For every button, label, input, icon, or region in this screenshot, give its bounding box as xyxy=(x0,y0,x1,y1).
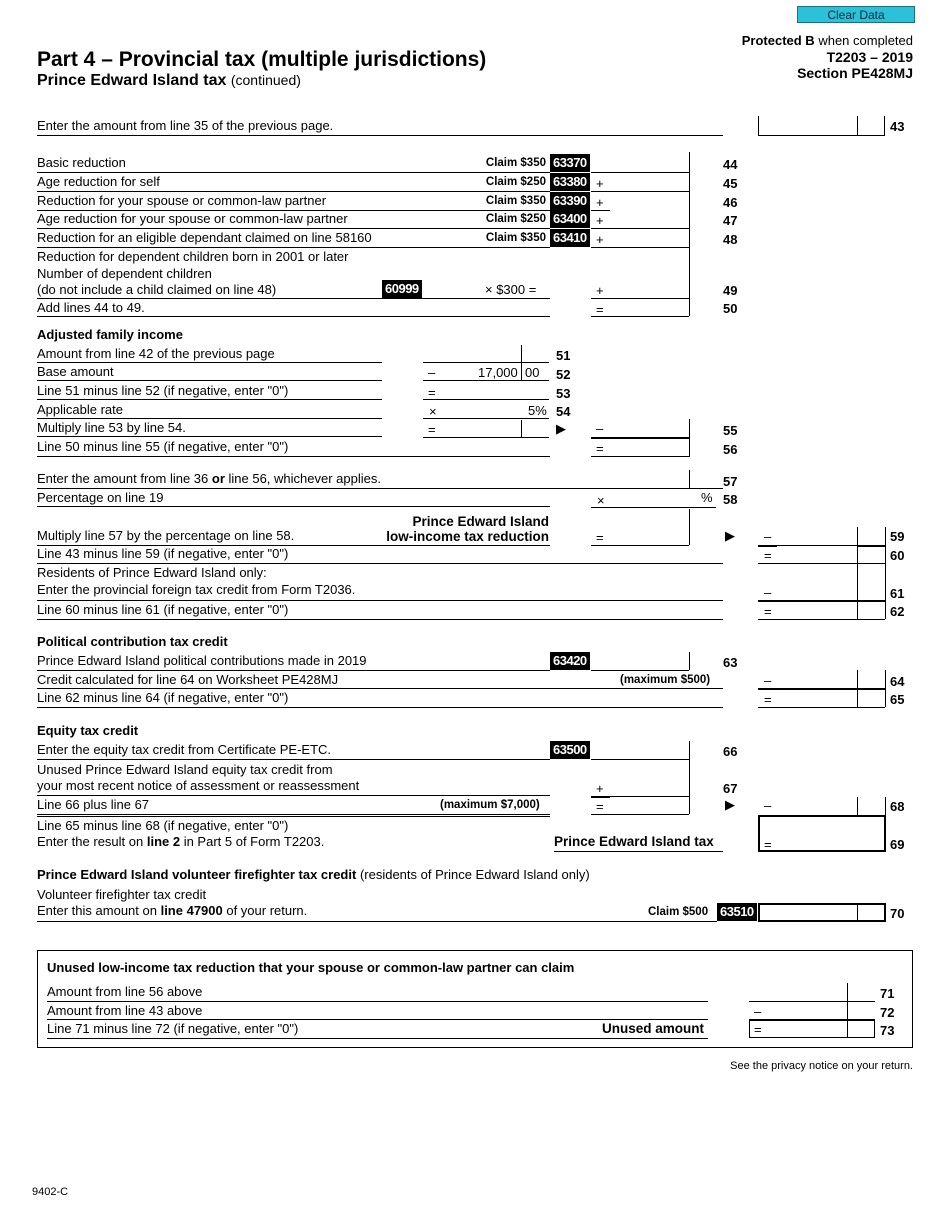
divider xyxy=(37,563,723,564)
line-66-underline xyxy=(591,759,689,760)
line-43-input[interactable] xyxy=(758,116,885,136)
line-65-label: Line 62 minus line 64 (if negative, enter "0") xyxy=(37,690,289,705)
line-52-label: Base amount xyxy=(37,364,114,379)
multiplier-text: × $300 = xyxy=(485,282,537,297)
cents-divider xyxy=(857,116,858,136)
equals-operator: = xyxy=(764,692,772,707)
line-48-number: 48 xyxy=(723,232,738,247)
divider xyxy=(37,506,550,507)
field-code-63370: 63370 xyxy=(550,154,590,172)
claim-note-47: Claim $250 xyxy=(485,213,546,225)
cents-divider xyxy=(521,345,522,381)
line-57-number: 57 xyxy=(723,474,738,489)
reduction-input-46[interactable] xyxy=(610,192,689,210)
reduction-input-45[interactable] xyxy=(610,173,689,191)
line-55-input[interactable] xyxy=(610,419,689,437)
reduction-underline-48 xyxy=(591,247,689,248)
equals-operator: = xyxy=(428,385,436,400)
divider xyxy=(37,456,550,457)
firefighter-text-post: of your return. xyxy=(222,903,308,918)
equals-operator: = xyxy=(596,441,604,456)
reduction-input-47[interactable] xyxy=(610,210,689,228)
line-70-input[interactable] xyxy=(758,903,886,922)
political-contribution-heading: Political contribution tax credit xyxy=(37,634,228,649)
line-58-underline xyxy=(591,507,716,508)
line-59-number: 59 xyxy=(890,529,905,544)
line-53-number: 53 xyxy=(556,386,571,401)
firefighter-text-2 xyxy=(37,903,307,918)
line-67-text-2: your most recent notice of assessment or reassessment xyxy=(37,778,360,793)
protected-b-label xyxy=(742,33,913,48)
privacy-notice: See the privacy notice on your return. xyxy=(730,1060,913,1072)
equals-operator: = xyxy=(764,548,772,563)
line-60-underline xyxy=(758,563,885,564)
base-amount-dollars: 17,000 xyxy=(478,365,518,380)
divider xyxy=(37,707,723,708)
line-63-label: Prince Edward Island political contributions made in 2019 xyxy=(37,653,367,668)
line-63-underline xyxy=(591,670,689,671)
arrow-icon: ▶ xyxy=(725,528,735,543)
line-54-number: 54 xyxy=(556,404,571,419)
line-65-input[interactable] xyxy=(777,690,857,707)
divider xyxy=(37,135,723,136)
cents-divider xyxy=(847,983,848,1038)
line-45-number: 45 xyxy=(723,176,738,191)
equals-operator: = xyxy=(596,302,604,317)
pei-tax-title: Prince Edward Island tax xyxy=(554,834,714,849)
divider xyxy=(37,399,382,400)
line-49-text-2: Number of dependent children xyxy=(37,266,212,281)
line-64-number: 64 xyxy=(890,674,905,689)
afi-line xyxy=(423,437,549,438)
divider xyxy=(37,921,717,922)
line-57-text-post: line 56, whichever applies. xyxy=(224,471,381,486)
line-50-underline xyxy=(591,316,689,317)
firefighter-heading-rest: (residents of Prince Edward Island only) xyxy=(359,867,590,882)
line-49-number: 49 xyxy=(723,283,738,298)
cents-divider xyxy=(857,903,858,922)
line-55-calc-input[interactable] xyxy=(440,420,520,437)
form-code: 9402-C xyxy=(32,1186,69,1198)
line-63-number: 63 xyxy=(723,655,738,670)
divider xyxy=(37,172,550,173)
line-58-label: Percentage on line 19 xyxy=(37,490,164,505)
firefighter-claim-note: Claim $500 xyxy=(648,906,709,918)
line-62-number: 62 xyxy=(890,604,905,619)
reduction-label-45: Age reduction for self xyxy=(37,174,160,189)
line-62-underline xyxy=(758,619,885,620)
maximum-500-note: (maximum $500) xyxy=(620,674,711,686)
low-income-title-1: Prince Edward Island xyxy=(412,514,549,529)
afi-line xyxy=(423,362,549,363)
line-47-number: 47 xyxy=(723,213,738,228)
right-border xyxy=(885,527,886,619)
maximum-7000-note: (maximum $7,000) xyxy=(440,799,540,811)
line-65-number: 65 xyxy=(890,692,905,707)
line-62-label: Line 60 minus line 61 (if negative, enter "0") xyxy=(37,602,289,617)
line-54-label: Applicable rate xyxy=(37,402,123,417)
divider xyxy=(37,191,550,192)
reduction-label-48: Reduction for an eligible dependant claimed on line 58160 xyxy=(37,230,372,245)
line-55-label: Multiply line 53 by line 54. xyxy=(37,420,186,435)
minus-operator: – xyxy=(764,673,772,688)
claim-note-45: Claim $250 xyxy=(485,176,546,188)
line-65-underline xyxy=(758,707,885,708)
line-71-input[interactable] xyxy=(749,983,875,1001)
reduction-label-44: Basic reduction xyxy=(37,155,126,170)
divider xyxy=(47,1038,708,1039)
line-46-number: 46 xyxy=(723,195,738,210)
line-56-underline xyxy=(591,456,689,457)
line-69-number: 69 xyxy=(890,837,905,852)
line-59-label: Multiply line 57 by the percentage on line 58. xyxy=(37,528,295,543)
claim-note-44: Claim $350 xyxy=(485,157,546,169)
line-68-number: 68 xyxy=(890,799,905,814)
line-69-text-bold: line 2 xyxy=(146,834,181,849)
line-51-label: Amount from line 42 of the previous page xyxy=(37,346,275,361)
afi-line xyxy=(423,418,549,419)
cents-divider xyxy=(857,670,858,707)
line-67-input[interactable] xyxy=(610,778,689,796)
afi-line xyxy=(423,399,549,400)
line-70-number: 70 xyxy=(890,906,905,921)
line-61-text-2: Enter the provincial foreign tax credit from Form T2036. xyxy=(37,582,356,597)
line-51-input[interactable] xyxy=(440,345,520,363)
equals-operator: = xyxy=(754,1022,762,1037)
line-68-calc-underline xyxy=(591,814,689,815)
line-50-label: Add lines 44 to 49. xyxy=(37,300,145,315)
divider xyxy=(37,380,382,381)
line-57-label xyxy=(37,471,381,486)
reduction-label-46: Reduction for your spouse or common-law partner xyxy=(37,193,327,208)
field-code-63420: 63420 xyxy=(550,652,590,670)
low-income-title-2: low-income tax reduction xyxy=(386,529,549,544)
percent-sign: % xyxy=(701,490,713,505)
line-64-label: Credit calculated for line 64 on Worksheet PE428MJ xyxy=(37,672,339,687)
divider xyxy=(554,851,723,852)
divider xyxy=(37,228,550,229)
line-73-number: 73 xyxy=(880,1023,895,1038)
field-code-63390: 63390 xyxy=(550,192,590,210)
line-64-input[interactable] xyxy=(777,670,857,688)
divider xyxy=(37,814,550,815)
page-title: Part 4 – Provincial tax (multiple jurisdictions) xyxy=(37,48,487,71)
subtitle-bold: Prince Edward Island tax xyxy=(37,72,227,89)
line-66-input[interactable] xyxy=(596,741,689,759)
reduction-label-47: Age reduction for your spouse or common-law partner xyxy=(37,211,348,226)
divider xyxy=(47,1001,708,1002)
when-completed-text: when completed xyxy=(818,33,913,48)
line-72-label: Amount from line 43 above xyxy=(47,1003,203,1018)
column-divider xyxy=(689,652,690,670)
right-border xyxy=(885,670,886,707)
line-59-input[interactable] xyxy=(777,527,857,545)
divider xyxy=(37,795,550,796)
line-50-input[interactable] xyxy=(610,299,689,316)
divider xyxy=(37,759,550,760)
page-subtitle xyxy=(37,72,301,90)
equals-operator: = xyxy=(764,604,772,619)
line-73-label: Line 71 minus line 72 (if negative, enter "0") xyxy=(47,1021,299,1036)
divider xyxy=(37,316,550,317)
divider xyxy=(37,670,550,671)
line-49-text-1: Reduction for dependent children born in 2001 or later xyxy=(37,249,349,264)
line-56-label: Line 50 minus line 55 (if negative, enter "0") xyxy=(37,439,289,454)
claim-note-46: Claim $350 xyxy=(485,195,546,207)
line-72-number: 72 xyxy=(880,1005,895,1020)
line-69-text-post: in Part 5 of Form T2203. xyxy=(180,834,325,849)
minus-operator: – xyxy=(428,365,436,380)
equals-operator: = xyxy=(428,422,436,437)
divider xyxy=(47,1019,708,1020)
line-67-text-1: Unused Prince Edward Island equity tax credit from xyxy=(37,762,333,777)
minus-operator: – xyxy=(764,585,772,600)
line-57-input[interactable] xyxy=(610,470,689,488)
line-49-input[interactable] xyxy=(610,280,689,298)
protected-b-text: Protected B xyxy=(741,33,815,48)
column-divider xyxy=(689,470,690,488)
line-68-calc-input[interactable] xyxy=(610,797,689,814)
plus-operator: + xyxy=(596,176,604,191)
line-66-number: 66 xyxy=(723,744,738,759)
line-69-text-2 xyxy=(37,834,324,849)
line-59-underline xyxy=(591,545,689,546)
line-49-text-3: (do not include a child claimed on line 48) xyxy=(37,282,277,297)
divider xyxy=(37,247,550,248)
line-58-number: 58 xyxy=(723,492,738,507)
line-63-input[interactable] xyxy=(596,652,689,670)
column-divider xyxy=(689,152,690,316)
afi-line xyxy=(423,380,549,381)
unused-amount-title: Unused amount xyxy=(602,1021,705,1036)
plus-operator: + xyxy=(596,213,604,228)
plus-operator: + xyxy=(596,232,604,247)
line-68-label: Line 66 plus line 67 xyxy=(37,797,150,812)
line-69-input[interactable] xyxy=(758,815,886,852)
field-code-63410: 63410 xyxy=(550,229,590,247)
line-73-input[interactable] xyxy=(749,1020,875,1038)
claim-note-48: Claim $350 xyxy=(485,232,546,244)
line-56-number: 56 xyxy=(723,442,738,457)
field-code-63400: 63400 xyxy=(550,210,590,228)
applicable-rate: 5% xyxy=(528,403,547,418)
arrow-icon: ▶ xyxy=(556,421,566,436)
cents-divider xyxy=(857,527,858,619)
times-operator: × xyxy=(429,404,437,419)
subtitle-rest: (continued) xyxy=(230,72,301,88)
firefighter-text-1: Volunteer firefighter tax credit xyxy=(37,887,207,902)
firefighter-text-bold: line 47900 xyxy=(160,903,223,918)
divider xyxy=(37,488,723,489)
divider xyxy=(37,619,723,620)
divider xyxy=(37,436,382,437)
line-67-number: 67 xyxy=(723,781,738,796)
line-43-number: 43 xyxy=(890,119,905,134)
divider xyxy=(37,816,550,817)
minus-operator: – xyxy=(764,529,772,544)
line-58-input[interactable] xyxy=(610,490,695,507)
cents-divider xyxy=(857,797,858,815)
column-divider xyxy=(689,741,690,814)
arrow-icon: ▶ xyxy=(725,797,735,812)
reduction-input-44[interactable] xyxy=(610,154,689,172)
unused-reduction-heading: Unused low-income tax reduction that your spouse or common-law partner can claim xyxy=(47,960,575,975)
adjusted-family-income-heading: Adjusted family income xyxy=(37,327,183,342)
line-71-label: Amount from line 56 above xyxy=(47,984,203,999)
times-operator: × xyxy=(597,493,605,508)
line-44-number: 44 xyxy=(723,157,738,172)
line-51-number: 51 xyxy=(556,348,571,363)
column-divider xyxy=(689,509,690,545)
right-border xyxy=(885,797,886,815)
line-61-number: 61 xyxy=(890,586,905,601)
cents-divider xyxy=(521,420,522,437)
line-55-number: 55 xyxy=(723,423,738,438)
line-61-input[interactable] xyxy=(777,582,857,600)
equity-tax-credit-heading: Equity tax credit xyxy=(37,723,139,738)
reduction-input-48[interactable] xyxy=(610,229,689,247)
line-60-input[interactable] xyxy=(777,546,857,563)
line-61-text-1: Residents of Prince Edward Island only: xyxy=(37,565,267,580)
line-60-label: Line 43 minus line 59 (if negative, enter "0") xyxy=(37,546,289,561)
line-53-input[interactable] xyxy=(440,383,520,399)
line-57-text-bold: or xyxy=(211,471,225,486)
minus-operator: – xyxy=(764,798,772,813)
plus-operator: + xyxy=(596,283,604,298)
line-52-number: 52 xyxy=(556,367,571,382)
divider xyxy=(37,600,723,601)
line-53-label: Line 51 minus line 52 (if negative, enter "0") xyxy=(37,383,289,398)
divider xyxy=(37,298,550,299)
line-69-text-1: Line 65 minus line 68 (if negative, enter "0") xyxy=(37,818,289,833)
equals-operator: = xyxy=(764,837,772,852)
line-71-number: 71 xyxy=(880,986,895,1001)
plus-operator: + xyxy=(596,781,604,796)
firefighter-text-pre: Enter this amount on xyxy=(37,903,161,918)
dependent-children-count-input[interactable] xyxy=(426,280,476,298)
line-50-number: 50 xyxy=(723,301,738,316)
field-code-63500: 63500 xyxy=(550,741,590,759)
equals-operator: = xyxy=(596,799,604,814)
clear-data-button[interactable]: Clear Data xyxy=(797,6,915,23)
divider xyxy=(37,418,382,419)
line-68-input[interactable] xyxy=(777,797,857,815)
divider xyxy=(37,362,382,363)
field-code-63380: 63380 xyxy=(550,173,590,191)
equals-operator: = xyxy=(596,530,604,545)
form-id: T2203 – 2019 xyxy=(826,49,913,65)
line-66-label: Enter the equity tax credit from Certificate PE-ETC. xyxy=(37,742,332,757)
firefighter-heading-bold: Prince Edward Island volunteer firefighter tax credit xyxy=(37,867,357,882)
base-amount-cents: 00 xyxy=(525,365,540,380)
divider xyxy=(37,688,723,689)
minus-operator: – xyxy=(596,421,604,436)
line-69-text-pre: Enter the result on xyxy=(37,834,147,849)
minus-operator: – xyxy=(754,1004,762,1019)
column-divider xyxy=(689,419,690,457)
line-43-label: Enter the amount from line 35 of the previous page. xyxy=(37,118,334,133)
line-57-text-pre: Enter the amount from line 36 xyxy=(37,471,212,486)
section-id: Section PE428MJ xyxy=(797,65,913,81)
field-code-60999: 60999 xyxy=(382,280,422,298)
firefighter-heading xyxy=(37,867,590,882)
line-59-calc-input[interactable] xyxy=(610,510,689,545)
line-60-number: 60 xyxy=(890,548,905,563)
line-72-input[interactable] xyxy=(765,1002,847,1019)
field-code-63510: 63510 xyxy=(717,903,757,921)
line-56-input[interactable] xyxy=(610,439,689,456)
plus-operator: + xyxy=(596,195,604,210)
line-62-input[interactable] xyxy=(777,602,857,619)
